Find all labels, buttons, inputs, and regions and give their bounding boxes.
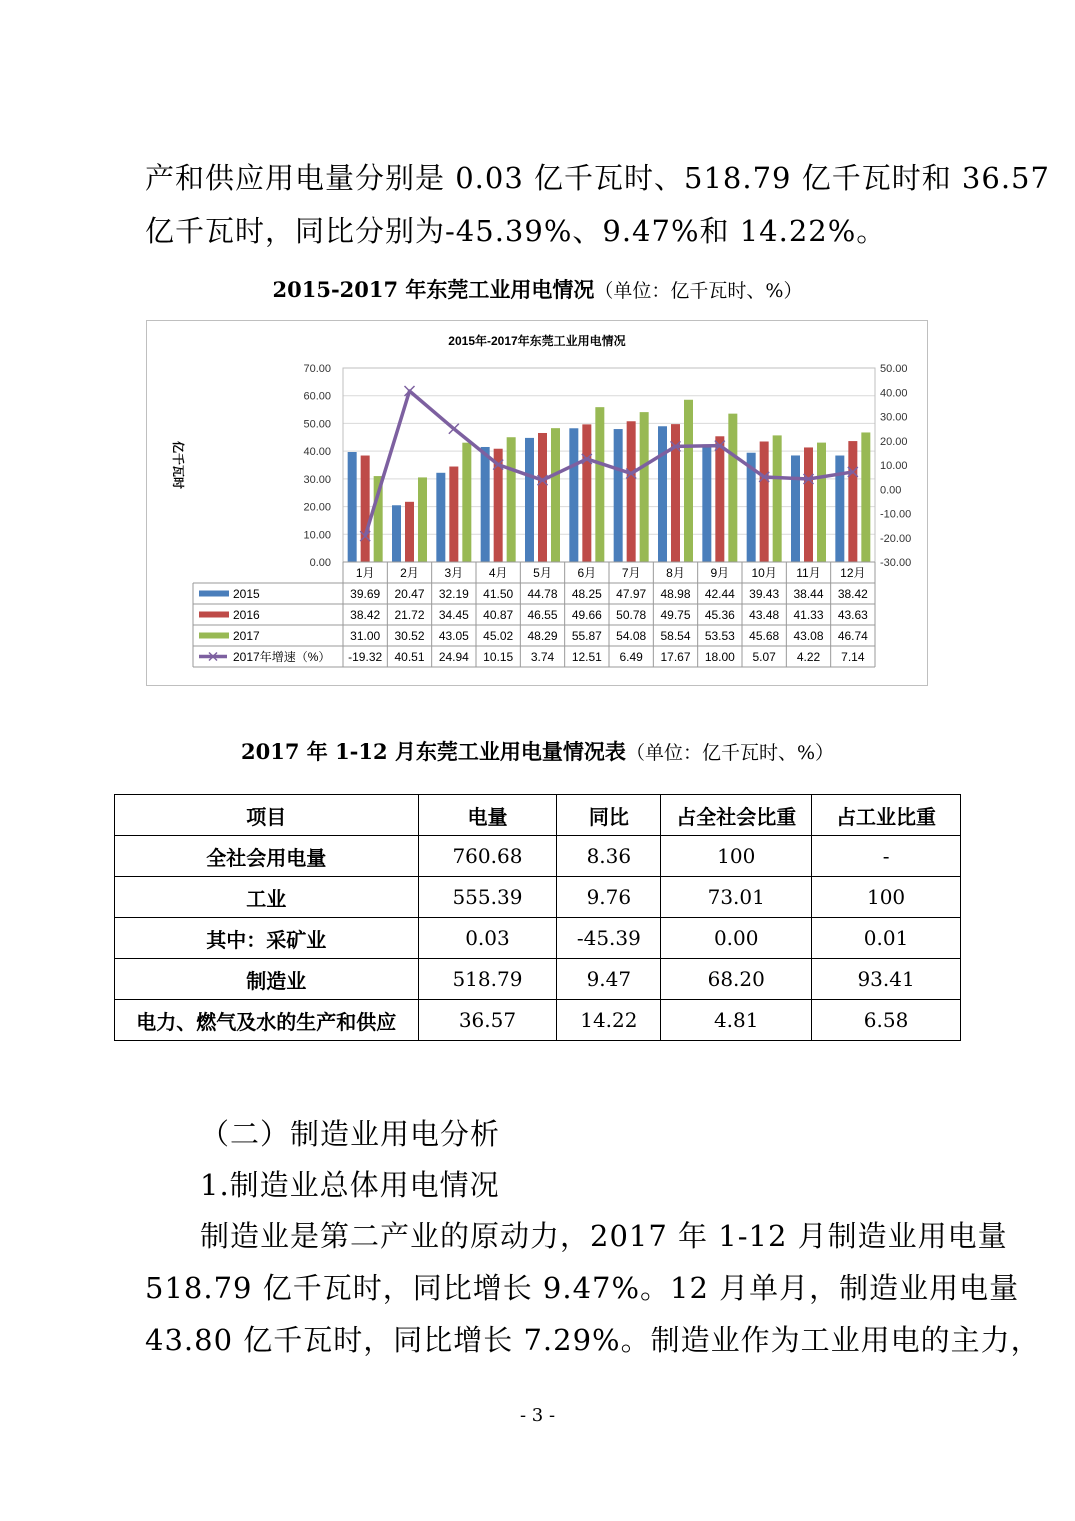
paragraph-line-2: 亿千瓦时，同比分别为-45.39%、9.47%和 14.22%。 (145, 214, 887, 248)
figure-caption (0, 274, 1075, 304)
legend-key-swatch (199, 612, 229, 618)
x-tick-label: 8月 (666, 566, 685, 580)
data-label: 43.63 (837, 608, 868, 622)
row-label: 全社会用电量 (115, 836, 419, 877)
bar-2017 (640, 412, 649, 562)
data-label: 17.67 (660, 650, 691, 664)
bar-2017 (551, 428, 560, 562)
data-label: 39.69 (350, 587, 381, 601)
x-tick-label: 2月 (400, 566, 419, 580)
data-label: 46.74 (837, 629, 868, 643)
chart-container (146, 320, 928, 686)
combo-chart (147, 321, 927, 685)
bar-2017 (817, 443, 826, 562)
legend-label: 2017 (233, 629, 260, 643)
bar-2016 (449, 467, 458, 562)
header-society-share: 占全社会比重 (661, 795, 812, 836)
data-label: -19.32 (348, 650, 383, 664)
data-label: 42.44 (704, 587, 735, 601)
data-label: 24.94 (438, 650, 469, 664)
cell: 9.76 (557, 877, 661, 918)
table-caption (0, 736, 1075, 766)
data-label: 48.29 (527, 629, 558, 643)
data-label: 7.14 (841, 650, 865, 664)
cell: 36.57 (418, 1000, 557, 1041)
electricity-table (114, 794, 961, 1041)
x-tick-label: 11月 (796, 566, 821, 580)
y2-tick-label: 50.00 (880, 363, 908, 375)
y-tick-label: 40.00 (303, 446, 331, 459)
cell: 0.03 (418, 918, 557, 959)
bar-2016 (361, 456, 370, 562)
data-label: 49.75 (660, 608, 691, 622)
header-item: 项目 (115, 795, 419, 836)
y2-tick-label: 10.00 (880, 460, 908, 472)
data-label: 34.45 (438, 608, 469, 622)
data-label: 40.51 (394, 650, 425, 664)
cell: -45.39 (557, 918, 661, 959)
data-label: 48.25 (571, 587, 602, 601)
bar-2015 (569, 428, 578, 562)
y-tick-label: 30.00 (303, 473, 331, 486)
bar-2015 (525, 438, 534, 562)
data-label: 41.33 (793, 608, 824, 622)
bar-2017 (684, 400, 693, 562)
y-tick-label: 0.00 (309, 557, 331, 569)
x-tick-label: 10月 (751, 566, 777, 580)
y2-tick-label: 30.00 (880, 411, 908, 424)
bar-2016 (804, 447, 813, 562)
row-label: 工业 (115, 877, 419, 918)
legend-label: 2017年增速（%） (233, 650, 331, 664)
data-label: 38.44 (793, 587, 824, 601)
cell: 555.39 (418, 877, 557, 918)
bar-2015 (702, 444, 711, 562)
figure-caption-unit: （单位：亿千瓦时、%） (594, 280, 803, 302)
figure-caption-title: 2015-2017 年东莞工业用电情况 (272, 277, 595, 302)
y2-tick-label: -10.00 (880, 508, 912, 521)
bar-2016 (405, 502, 414, 562)
bar-2015 (348, 452, 357, 562)
bar-2015 (392, 505, 401, 562)
page-number: - 3 - (519, 1405, 556, 1426)
bar-2016 (760, 441, 769, 562)
data-label: 20.47 (394, 587, 425, 601)
section-heading: （二）制造业用电分析 (200, 1117, 501, 1151)
data-label: 38.42 (837, 587, 868, 601)
data-label: 5.07 (752, 650, 776, 664)
data-label: 41.50 (483, 587, 514, 601)
table-row (115, 836, 961, 877)
y-tick-label: 70.00 (303, 363, 331, 375)
bar-2016 (582, 424, 591, 562)
section-paragraph-line-1: 制造业是第二产业的原动力，2017 年 1-12 月制造业用电量 (200, 1219, 1008, 1253)
cell: 8.36 (557, 836, 661, 877)
y-tick-label: 10.00 (303, 529, 331, 542)
data-label: 50.78 (616, 608, 647, 622)
bar-2015 (658, 426, 667, 562)
cell: 93.41 (812, 959, 961, 1000)
row-label: 制造业 (115, 959, 419, 1000)
table-header-row (115, 795, 961, 836)
bar-2015 (436, 473, 445, 562)
header-amount: 电量 (418, 795, 557, 836)
bar-2017 (418, 477, 427, 562)
y2-tick-label: 40.00 (880, 387, 908, 400)
bar-2015 (614, 429, 623, 562)
data-label: 54.08 (616, 629, 647, 643)
data-label: 45.68 (749, 629, 780, 643)
cell: 518.79 (418, 959, 557, 1000)
table-row (115, 918, 961, 959)
cell: 73.01 (661, 877, 812, 918)
y2-tick-label: 20.00 (880, 435, 908, 448)
cell: 14.22 (557, 1000, 661, 1041)
data-label: 43.05 (438, 629, 469, 643)
data-label: 58.54 (660, 629, 691, 643)
y-tick-label: 60.00 (303, 390, 331, 403)
cell: 9.47 (557, 959, 661, 1000)
y-tick-label: 50.00 (303, 418, 331, 431)
data-label: 43.08 (793, 629, 824, 643)
section-paragraph-line-2: 518.79 亿千瓦时，同比增长 9.47%。12 月单月，制造业用电量 (145, 1271, 1020, 1305)
data-label: 49.66 (571, 608, 602, 622)
data-label: 46.55 (527, 608, 558, 622)
row-label: 电力、燃气及水的生产和供应 (115, 1000, 419, 1041)
table-row (115, 1000, 961, 1041)
bar-2017 (861, 432, 870, 562)
data-label: 6.49 (619, 650, 643, 664)
data-label: 45.36 (704, 608, 735, 622)
table-row (115, 877, 961, 918)
cell: 0.00 (661, 918, 812, 959)
row-label: 其中：采矿业 (115, 918, 419, 959)
data-label: 47.97 (616, 587, 647, 601)
data-label: 21.72 (394, 608, 425, 622)
y2-tick-label: -30.00 (880, 557, 912, 569)
data-label: 3.74 (530, 650, 555, 664)
cell: 6.58 (812, 1000, 961, 1041)
table-caption-title: 2017 年 1-12 月东莞工业用电量情况表 (241, 739, 626, 764)
x-tick-label: 9月 (710, 566, 730, 580)
bar-2015 (481, 447, 490, 562)
cell: 0.01 (812, 918, 961, 959)
bar-2017 (773, 435, 782, 562)
table-row (115, 959, 961, 1000)
y2-tick-label: -20.00 (880, 532, 912, 545)
bar-2015 (835, 456, 844, 562)
data-label: 38.42 (350, 608, 381, 622)
data-label: 31.00 (350, 629, 381, 643)
legend-label: 2015 (233, 587, 260, 601)
cell: 100 (661, 836, 812, 877)
data-label: 30.52 (394, 629, 425, 643)
y2-tick-label: 0.00 (880, 484, 902, 497)
data-label: 45.02 (483, 629, 514, 643)
data-label: 10.15 (483, 650, 514, 664)
data-label: 44.78 (527, 587, 558, 601)
cell: 760.68 (418, 836, 557, 877)
legend-key-swatch (199, 591, 229, 597)
bar-2016 (538, 433, 547, 562)
legend-key-swatch (199, 633, 229, 639)
bar-2017 (507, 437, 516, 562)
x-tick-label: 7月 (621, 566, 641, 580)
section-subheading: 1.制造业总体用电情况 (200, 1168, 500, 1202)
data-label: 48.98 (660, 587, 691, 601)
data-label: 53.53 (704, 629, 735, 643)
cell: 4.81 (661, 1000, 812, 1041)
header-yoy: 同比 (557, 795, 661, 836)
section-paragraph-line-3: 43.80 亿千瓦时，同比增长 7.29%。制造业作为工业用电的主力， (145, 1323, 1041, 1357)
x-tick-label: 12月 (840, 566, 866, 580)
cell: 100 (812, 877, 961, 918)
x-tick-label: 5月 (533, 566, 552, 580)
legend-label: 2016 (233, 608, 260, 622)
bar-2015 (791, 455, 800, 562)
table-caption-unit: （单位：亿千瓦时、%） (625, 742, 834, 764)
header-industry-share: 占工业比重 (812, 795, 961, 836)
data-label: 18.00 (704, 650, 735, 664)
data-label: 55.87 (571, 629, 602, 643)
cell: 68.20 (661, 959, 812, 1000)
x-tick-label: 4月 (488, 566, 508, 580)
bar-2016 (627, 421, 636, 562)
bar-2016 (715, 436, 724, 562)
bar-2016 (848, 441, 857, 562)
bar-2017 (462, 443, 471, 562)
data-label: 4.22 (796, 650, 821, 664)
cell: - (812, 836, 961, 877)
chart-title: 2015年-2017年东莞工业用电情况 (448, 334, 626, 348)
x-tick-label: 3月 (444, 566, 464, 580)
paragraph-line-1: 产和供应用电量分别是 0.03 亿千瓦时、518.79 亿千瓦时和 36.57 (145, 161, 1050, 195)
data-label: 39.43 (749, 587, 780, 601)
data-label: 40.87 (483, 608, 514, 622)
bar-2017 (728, 414, 737, 562)
bar-2017 (595, 407, 604, 562)
y-axis-title: 亿千瓦时 (171, 440, 185, 490)
data-label: 43.48 (749, 608, 780, 622)
y-tick-label: 20.00 (303, 501, 331, 514)
data-label: 32.19 (438, 587, 469, 601)
x-tick-label: 1月 (355, 566, 375, 580)
data-label: 12.51 (571, 650, 602, 664)
x-tick-label: 6月 (577, 566, 597, 580)
